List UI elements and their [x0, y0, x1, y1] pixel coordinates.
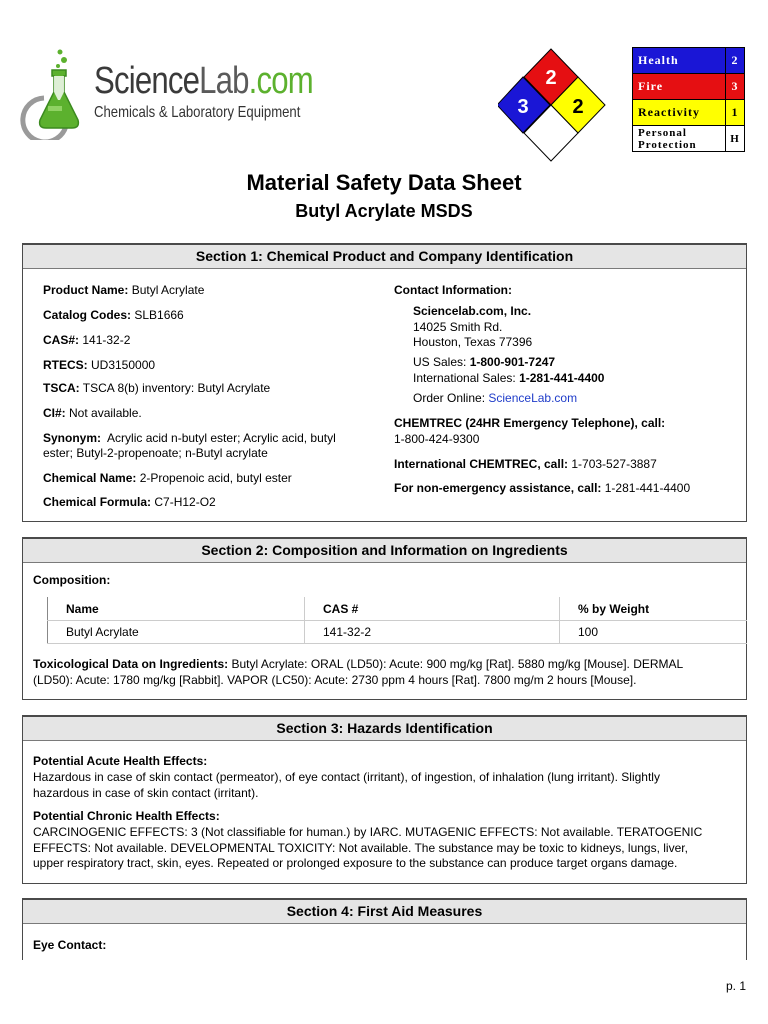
chronic-effects-text-2: EFFECTS: Not available. DEVELOPMENTAL TOXICITY: Not available. The substance may be toxic to kidneys, lungs, liver, — [33, 841, 688, 855]
hazard-row-health — [633, 48, 745, 74]
order-online-line — [413, 391, 577, 405]
intl-chemtrec-label: International CHEMTREC, call: — [394, 457, 569, 471]
hazard-row-reactivity — [633, 100, 745, 126]
nonemergency-line — [394, 481, 690, 495]
us-sales-phone: 1-800-901-7247 — [469, 355, 556, 369]
table-row — [48, 621, 748, 644]
chemtrec-phone: 1-800-424-9300 — [394, 432, 480, 446]
section-4 — [22, 898, 747, 960]
intl-sales-line — [413, 371, 604, 385]
nfpa-health-value: 3 — [517, 96, 529, 118]
page-number: p. 1 — [725, 979, 746, 993]
address-line-1: 14025 Smith Rd. — [413, 320, 503, 334]
cas-line — [43, 333, 130, 347]
intl-sales-phone: 1-281-441-4400 — [519, 371, 605, 385]
chemical-name-value: 2-Propenoic acid, butyl ester — [136, 471, 292, 485]
document-subtitle: Butyl Acrylate MSDS — [295, 201, 473, 221]
hazard-fire-label: Fire — [633, 74, 726, 100]
tox-data-line-1 — [33, 657, 683, 671]
rtecs-value: UD3150000 — [87, 358, 156, 372]
nonemergency-label: For non-emergency assistance, call: — [394, 481, 602, 495]
section-1-heading: Section 1: Chemical Product and Company Identification — [23, 245, 746, 269]
cas-value: 141-32-2 — [79, 333, 131, 347]
document-title: Material Safety Data Sheet — [246, 170, 522, 195]
tsca-value: TSCA 8(b) inventory: Butyl Acrylate — [79, 381, 271, 395]
catalog-codes-line — [43, 308, 184, 322]
tox-data-label: Toxicological Data on Ingredients: — [33, 657, 229, 671]
hazard-ppe-value: H — [726, 126, 745, 152]
column-header-weight: % by Weight — [560, 597, 748, 621]
synonym-label: Synonym: — [43, 431, 102, 445]
synonym-line-2: ester; Butyl-2-propenoate; n-Butyl acrylate — [43, 446, 268, 460]
composition-label: Composition: — [33, 573, 111, 587]
hazard-ppe-label-line1: Personal — [638, 126, 687, 139]
ingredient-weight: 100 — [560, 621, 748, 644]
section-4-heading: Section 4: First Aid Measures — [23, 900, 746, 924]
ci-label: CI#: — [43, 406, 66, 420]
ci-line — [43, 406, 142, 420]
us-sales-line — [413, 355, 555, 369]
composition-header-row — [48, 597, 748, 621]
section-3 — [22, 715, 747, 884]
hazard-reactivity-value: 1 — [726, 100, 745, 126]
catalog-codes-label: Catalog Codes: — [43, 308, 132, 322]
hazard-rating-table — [632, 47, 745, 152]
cas-label: CAS#: — [43, 333, 80, 347]
synonym-line — [43, 431, 336, 445]
nfpa-diamond — [498, 44, 608, 164]
section-3-heading: Section 3: Hazards Identification — [23, 717, 746, 741]
hazard-ppe-label-line2: Protection — [638, 138, 697, 151]
chemical-name-line — [43, 471, 292, 485]
acute-effects-text-2: hazardous in case of skin contact (irritant). — [33, 786, 259, 800]
nfpa-fire-value: 2 — [545, 67, 557, 89]
tox-data-line-2: (LD50): Acute: 1780 mg/kg [Rabbit]. VAPOR (LC50): Acute: 2730 ppm 4 hours [Rat]. 7800 mg/m 2 hours [Mouse]. — [33, 673, 637, 687]
address-line-2: Houston, Texas 77396 — [413, 335, 533, 349]
chemical-formula-value: C7-H12-O2 — [151, 495, 216, 509]
ci-value: Not available. — [65, 406, 142, 420]
catalog-codes-value: SLB1666 — [131, 308, 184, 322]
hazard-ppe-label — [633, 126, 726, 152]
tsca-line — [43, 381, 270, 395]
acute-effects-label: Potential Acute Health Effects: — [33, 754, 208, 768]
hazard-row-fire — [633, 74, 745, 100]
section-2 — [22, 537, 747, 700]
flask-icon — [20, 40, 92, 140]
intl-sales-label: International Sales: — [413, 371, 520, 385]
nonemergency-phone: 1-281-441-4400 — [601, 481, 691, 495]
hazard-fire-value: 3 — [726, 74, 745, 100]
product-name-value: Butyl Acrylate — [128, 283, 205, 297]
rtecs-line — [43, 358, 155, 372]
tsca-label: TSCA: — [43, 381, 80, 395]
chemical-formula-line — [43, 495, 216, 509]
intl-chemtrec-line — [394, 457, 657, 471]
eye-contact-label: Eye Contact: — [33, 938, 107, 952]
column-header-cas: CAS # — [305, 597, 560, 621]
product-name-label: Product Name: — [43, 283, 129, 297]
ingredient-name: Butyl Acrylate — [48, 621, 305, 644]
hazard-row-ppe — [633, 126, 745, 152]
ingredient-cas: 141-32-2 — [305, 621, 560, 644]
logo-wordmark: ScienceLab.com — [94, 60, 313, 102]
hazard-reactivity-label: Reactivity — [633, 100, 726, 126]
column-header-name: Name — [48, 597, 305, 621]
section-1 — [22, 243, 747, 522]
logo-tagline: Chemicals & Laboratory Equipment — [94, 104, 301, 121]
chemical-formula-label: Chemical Formula: — [43, 495, 152, 509]
intl-chemtrec-phone: 1-703-527-3887 — [568, 457, 657, 471]
acute-effects-text-1: Hazardous in case of skin contact (permeator), of eye contact (irritant), of ingestion, of inhalation (lung irritant). Slightly — [33, 770, 660, 784]
product-name-line — [43, 283, 204, 297]
us-sales-label: US Sales: — [413, 355, 470, 369]
tox-data-text-1: Butyl Acrylate: ORAL (LD50): Acute: 900 mg/kg [Rat]. 5880 mg/kg [Mouse]. DERMAL — [228, 657, 684, 671]
order-online-label: Order Online: — [413, 391, 489, 405]
chronic-effects-label: Potential Chronic Health Effects: — [33, 809, 220, 823]
synonym-value-1: Acrylic acid n-butyl ester; Acrylic acid, butyl — [101, 431, 336, 445]
rtecs-label: RTECS: — [43, 358, 88, 372]
section-2-heading: Section 2: Composition and Information on Ingredients — [23, 539, 746, 563]
composition-table — [47, 597, 747, 644]
contact-info-label: Contact Information: — [394, 283, 512, 297]
sciencelab-logo — [20, 40, 313, 140]
nfpa-reactivity-value: 2 — [572, 96, 584, 118]
chemical-name-label: Chemical Name: — [43, 471, 137, 485]
company-name: Sciencelab.com, Inc. — [413, 304, 532, 318]
hazard-health-label: Health — [633, 48, 726, 74]
hazard-health-value: 2 — [726, 48, 745, 74]
chronic-effects-text-3: upper respiratory tract, skin, eyes. Repeated or prolonged exposure to the substance can produce target organs damage. — [33, 856, 678, 870]
chronic-effects-text-1: CARCINOGENIC EFFECTS: 3 (Not classifiable for human.) by IARC. MUTAGENIC EFFECTS: Not available. TERATOGENIC — [33, 825, 703, 839]
chemtrec-label: CHEMTREC (24HR Emergency Telephone), call: — [394, 416, 666, 430]
sciencelab-link[interactable]: ScienceLab.com — [488, 391, 578, 405]
